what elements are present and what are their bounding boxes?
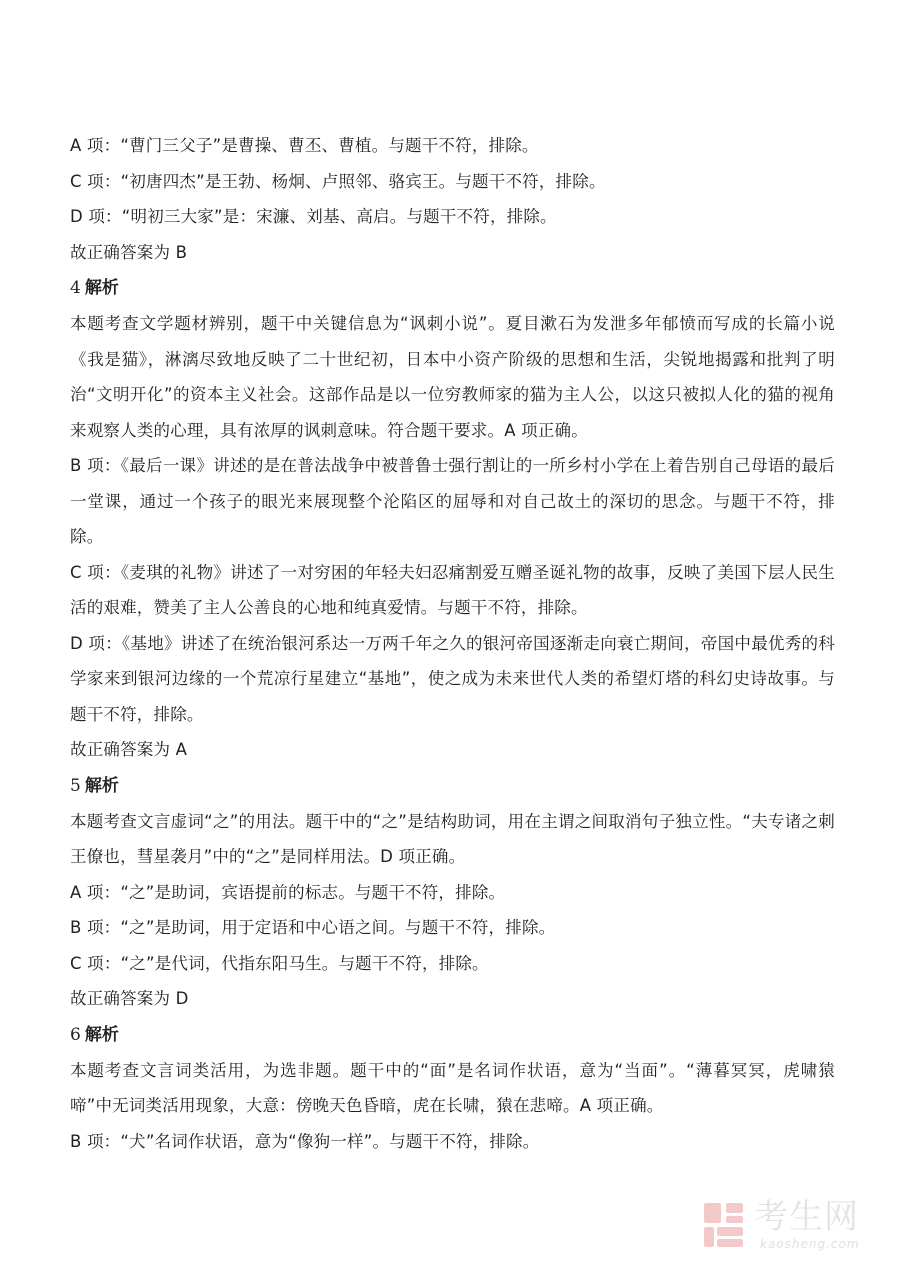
paragraph-1: C 项：“初唐四杰”是王勃、杨炯、卢照邻、骆宾王。与题干不符，排除。 — [70, 171, 606, 191]
section-number: 5 — [70, 775, 81, 796]
paragraph-6: B 项：《最后一课》讲述的是在普法战争中被普鲁士强行割让的一所乡村小学在上着告别自己母语的最后一堂课，通过一个孩子的眼光来展现整个沦陷区的屈辱和对自己故土的深切的思念。与题干不符，排除。 — [70, 456, 835, 546]
section-title: 解析 — [84, 1024, 119, 1045]
section-heading-5 — [70, 768, 835, 804]
paragraph-0: A 项：“曹门三父子”是曹操、曹丕、曹植。与题干不符，排除。 — [70, 136, 539, 155]
section-title: 解析 — [84, 278, 119, 298]
section-title: 解析 — [84, 775, 119, 796]
paragraph-18: B 项：“犬”名词作状语，意为“像狗一样”。与题干不符，排除。 — [70, 1131, 540, 1151]
document-body — [70, 128, 835, 1159]
watermark — [702, 1197, 872, 1257]
watermark-site: kaosheng.com — [760, 1237, 860, 1251]
answer-line-4: 故正确答案为 A — [70, 740, 188, 759]
answer-line-3: 故正确答案为 B — [70, 242, 188, 262]
paragraph-7: C 项：《麦琪的礼物》讲述了一对穷困的年轻夫妇忍痛割爱互赠圣诞礼物的故事，反映了美国下层人民生活的艰难，赞美了主人公善良的心地和纯真爱情。与题干不符，排除。 — [70, 562, 835, 617]
paragraph-8: D 项：《基地》讲述了在统治银河系达一万两千年之久的银河帝国逐渐走向衰亡期间，帝国中最优秀的科学家来到银河边缘的一个荒凉行星建立“基地”，使之成为未来世代人类的希望灯塔的科幻史诗故事。与题干不符，排除。 — [70, 633, 835, 724]
paragraph-13: B 项：“之”是助词，用于定语和中心语之间。与题干不符，排除。 — [70, 918, 556, 937]
section-number: 6 — [70, 1024, 81, 1045]
answer-line-5: 故正确答案为 D — [70, 989, 189, 1008]
section-number: 4 — [70, 278, 81, 298]
paragraph-12: A 项：“之”是助词，宾语提前的标志。与题干不符，排除。 — [70, 882, 506, 902]
paragraph-11: 本题考查文言虚词“之”的用法。题干中的“之”是结构助词，用在主谓之间取消句子独立性。“夫专诸之刺王僚也，彗星袭月”中的“之”是同样用法。D 项正确。 — [70, 811, 835, 866]
section-heading-6 — [70, 1017, 835, 1053]
watermark-brand: 考生网 — [754, 1197, 859, 1237]
paragraph-14: C 项：“之”是代词，代指东阳马生。与题干不符，排除。 — [70, 953, 489, 973]
paragraph-2: D 项：“明初三大家”是：宋濂、刘基、高启。与题干不符，排除。 — [70, 207, 557, 226]
section-heading-4 — [70, 270, 835, 306]
paragraph-5: 本题考查文学题材辨别，题干中关键信息为“讽刺小说”。夏目漱石为发泄多年郁愤而写成的长篇小说《我是猫》，淋漓尽致地反映了二十世纪初，日本中小资产阶级的思想和生活，尖锐地揭露和批判了明治“文明开化”的资本主义社会。这部作品是以一位穷教师家的猫为主人公，以这只被拟人化的猫的视角来观察人类的心理，具有浓厚的讽刺意味。符合题干要求。A 项正确。 — [70, 314, 835, 440]
logo-icon — [702, 1201, 746, 1249]
paragraph-17: 本题考查文言词类活用，为选非题。题干中的“面”是名词作状语，意为“当面”。“薄暮冥冥，虎啸猿啼”中无词类活用现象，大意：傍晚天色昏暗，虎在长啸，猿在悲啼。A 项正确。 — [70, 1060, 835, 1115]
